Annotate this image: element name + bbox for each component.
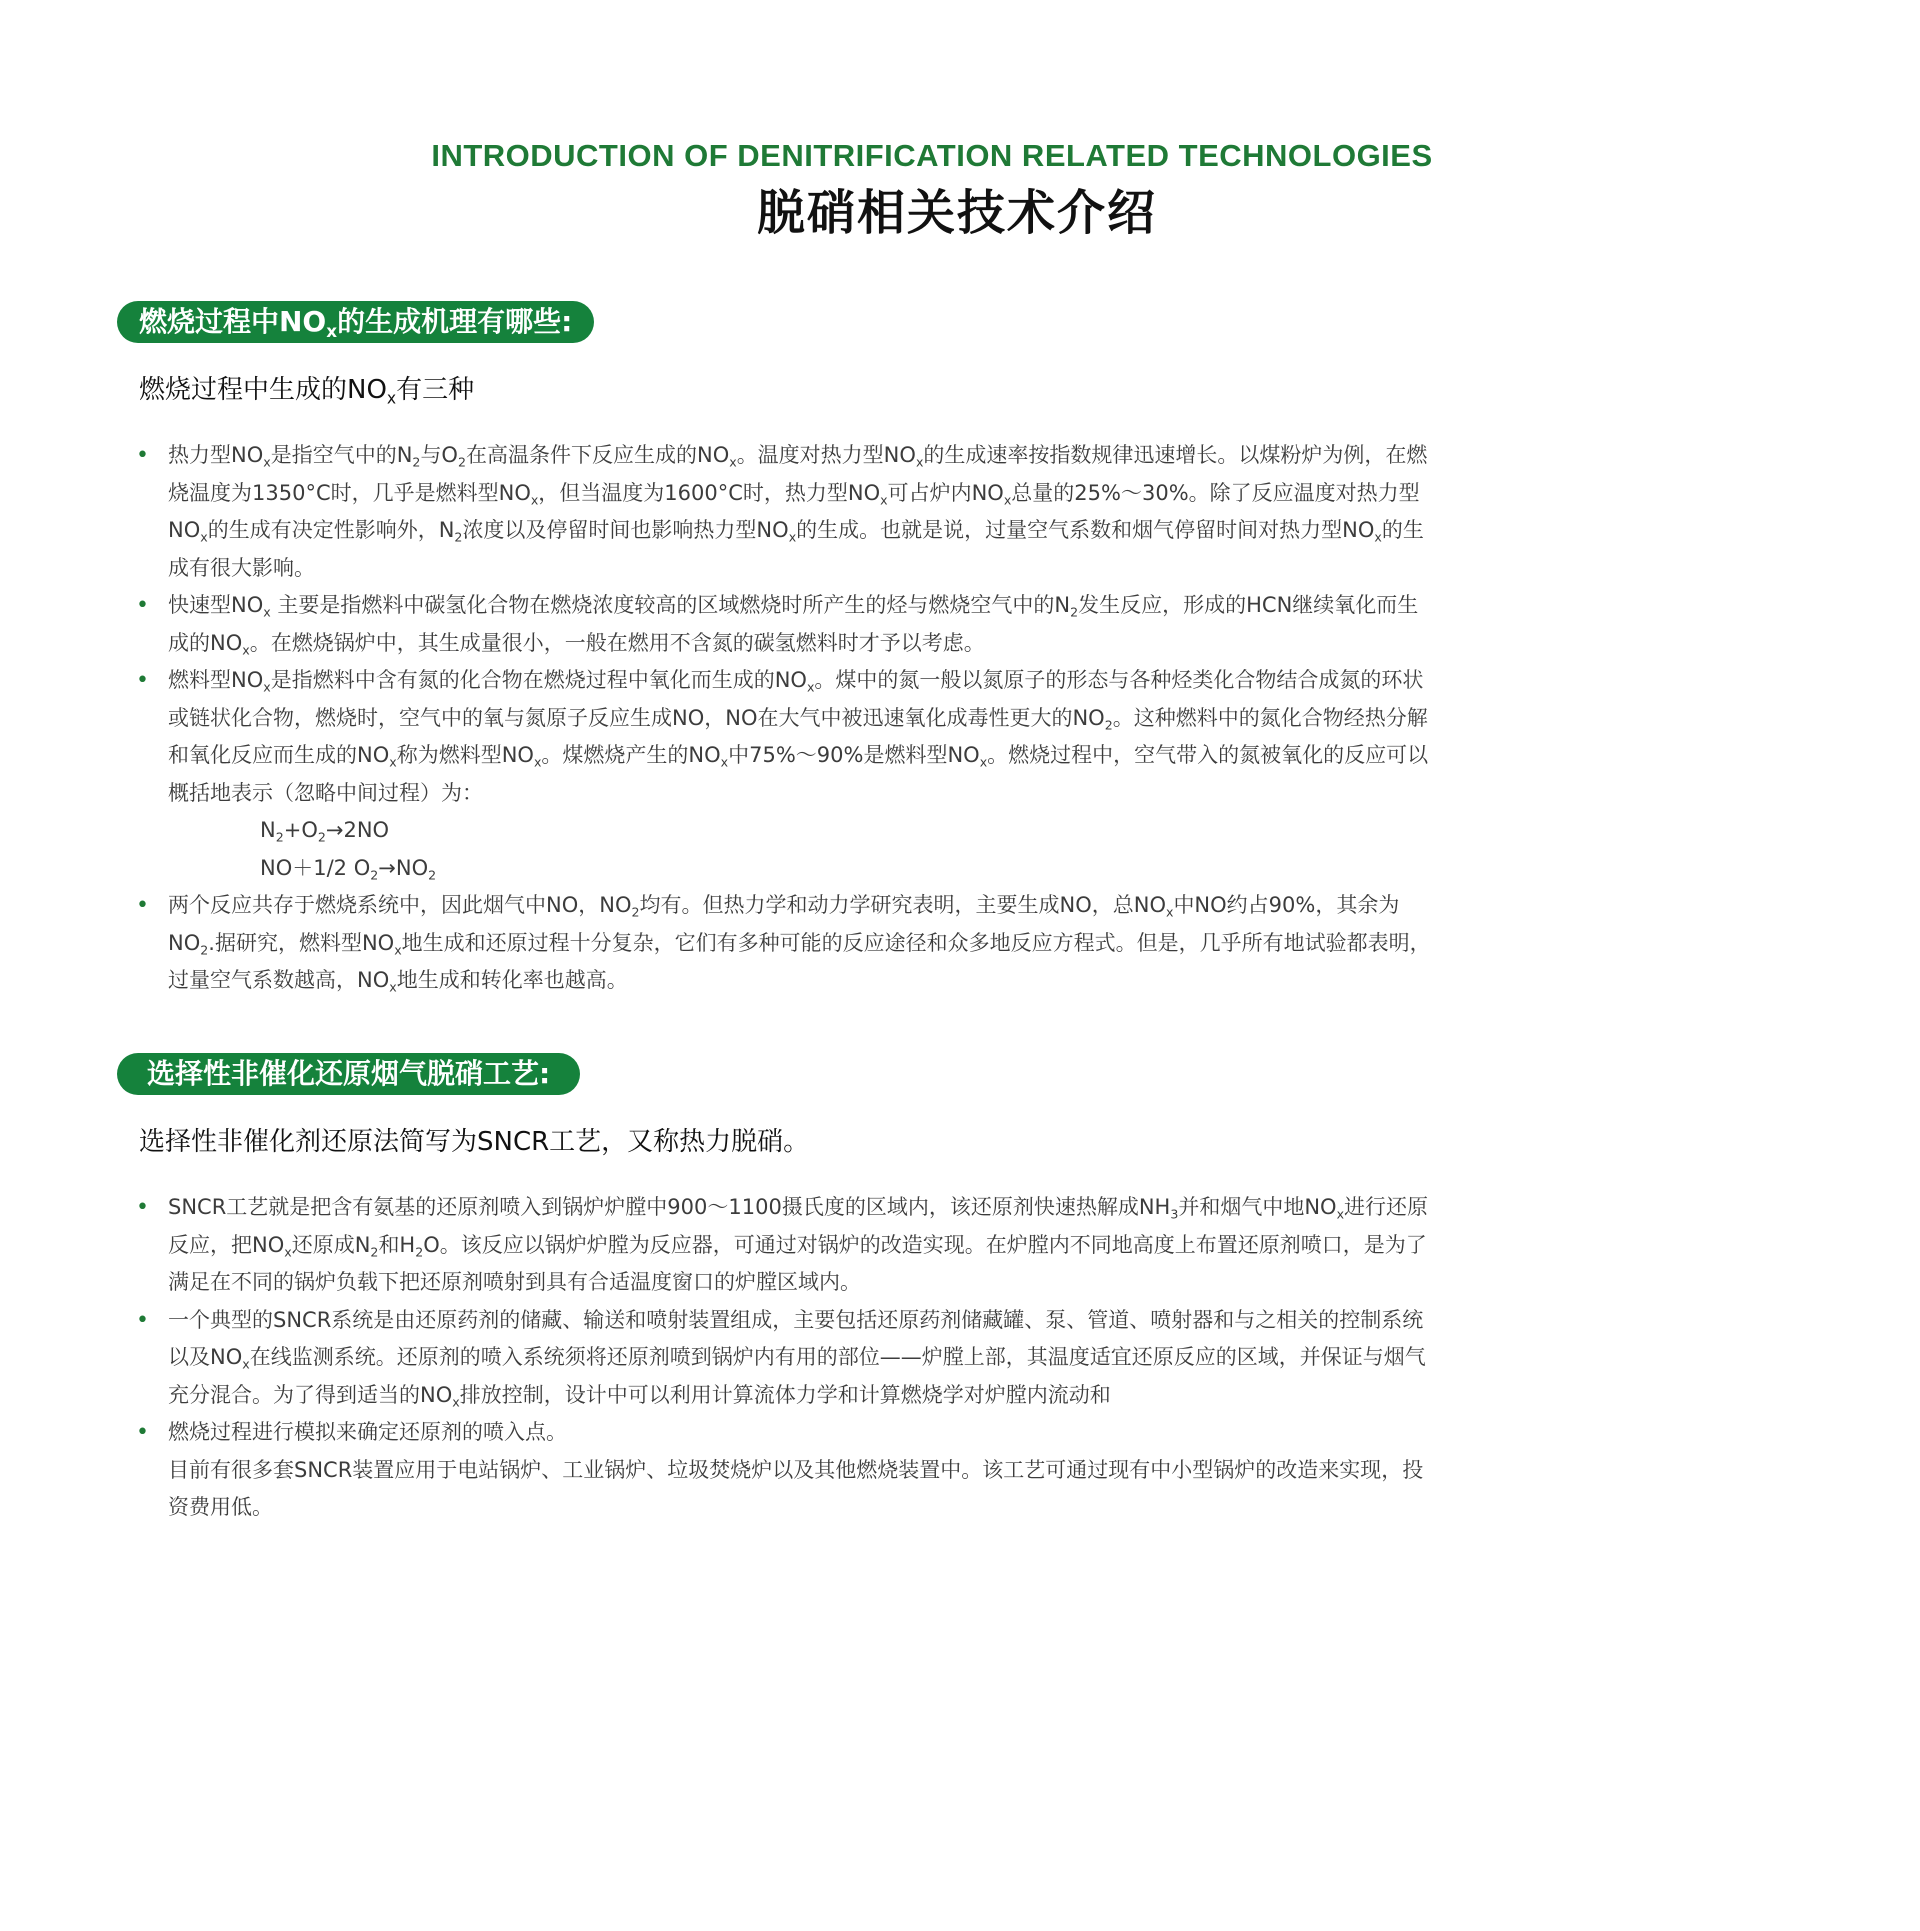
section1-heading-pill xyxy=(117,301,594,343)
page-header xyxy=(0,136,1920,248)
section2-list xyxy=(136,1189,1436,1527)
pill-text: 燃烧过程中NO xyxy=(139,305,327,338)
section2-heading-pill: 选择性非催化还原烟气脱硝工艺: xyxy=(117,1053,580,1095)
subtitle-text: 有三种 xyxy=(396,375,475,405)
list-item: • 燃料型$NO_x$是指燃料中含有氮的化合物在燃烧过程中氧化而生成的$NO_x$。煤中的氮一般以氮原子的形态与各种烃类化合物结合成氮的环状或链状化合物，燃烧时，空气中的氧与氮原子反应生成NO，NO在大气中被迅速氧化成毒性更大的$NO_2$。这种燃料中的氮化合物经热分解和氧化反应而生成的$NO_x$称为燃料型$NO_x$。煤燃烧产生的$NO_x$中75%～90%是燃料型$NO_x$。燃烧过程中，空气带入的氮被氧化的反应可以概括地表示（忽略中间过程）为： $N_2+O_2\to 2NO$ NO＋1/2 $O_2\to NO_2$ xyxy=(136,662,1436,887)
subtitle-sub: x xyxy=(386,389,397,408)
pill-text: 的生成机理有哪些: xyxy=(337,305,573,338)
subtitle-text: 燃烧过程中生成的NO xyxy=(139,375,387,405)
pill-sub: x xyxy=(326,320,338,341)
list-item: • 两个反应共存于燃烧系统中，因此烟气中NO，$NO_2$均有。但热力学和动力学研究表明，主要生成NO，总$NO_x$中NO约占90%，其余为$NO_2$.据研究，燃料型$NO_x$地生成和还原过程十分复杂，它们有多种可能的反应途径和众多地反应方程式。但是，几乎所有地试验都表明，过量空气系数越高，$NO_x$地生成和转化率也越高。 xyxy=(136,887,1436,1000)
list-item: • 热力型$NO_x$是指空气中的$N_2$与$O_2$在高温条件下反应生成的$NO_x$。温度对热力型$NO_x$的生成速率按指数规律迅速增长。以煤粉炉为例，在燃烧温度为1350°C时，几乎是燃料型$NO_x$，但当温度为1600°C时，热力型$NO_x$可占炉内$NO_x$总量的25%～30%。除了反应温度对热力型$NO_x$的生成有决定性影响外，$N_2$浓度以及停留时间也影响热力型$NO_x$的生成。也就是说，过量空气系数和烟气停留时间对热力型$NO_x$的生成有很大影响。 xyxy=(136,437,1436,587)
section1-list xyxy=(136,437,1436,1000)
list-item-continuation: 目前有很多套SNCR装置应用于电站锅炉、工业锅炉、垃圾焚烧炉以及其他燃烧装置中。该工艺可通过现有中小型锅炉的改造来实现，投资费用低。 xyxy=(168,1457,1424,1519)
section1-subtitle xyxy=(139,372,474,408)
equation-1: $N_2+O_2\to 2NO$ xyxy=(260,818,390,845)
list-item: • 一个典型的SNCR系统是由还原药剂的储藏、输送和喷射装置组成，主要包括还原药剂储藏罐、泵、管道、喷射器和与之相关的控制系统以及$NO_x$在线监测系统。还原剂的喷入系统须将还原剂喷到锅炉内有用的部位——炉膛上部，其温度适宜还原反应的区域，并保证与烟气充分混合。为了得到适当的$NO_x$排放控制，设计中可以利用计算流体力学和计算燃烧学对炉膛内流动和 xyxy=(136,1302,1436,1415)
english-title: INTRODUCTION OF DENITRIFICATION RELATED TECHNOLOGIES xyxy=(431,138,1433,173)
list-item: • 燃烧过程进行模拟来确定还原剂的喷入点。 xyxy=(136,1414,1436,1452)
equation-2: NO＋1/2 $O_2\to NO_2$ xyxy=(260,855,437,882)
list-item: • 快速型$NO_x$ 主要是指燃料中碳氢化合物在燃烧浓度较高的区域燃烧时所产生的烃与燃烧空气中的$N_2$发生反应，形成的HCN继续氧化而生成的$NO_x$。在燃烧锅炉中，其生成量很小，一般在燃用不含氮的碳氢燃料时才予以考虑。 xyxy=(136,587,1436,662)
list-item: • SNCR工艺就是把含有氨基的还原剂喷入到锅炉炉膛中900～1100摄氏度的区域内，该还原剂快速热解成$NH_3$并和烟气中地$NO_x$进行还原反应，把$NO_x$还原成$N_2$和$H_2O$。该反应以锅炉炉膛为反应器，可通过对锅炉的改造实现。在炉膛内不同地高度上布置还原剂喷口，是为了满足在不同的锅炉负载下把还原剂喷射到具有合适温度窗口的炉膛区域内。 xyxy=(136,1189,1436,1302)
section2-subtitle: 选择性非催化剂还原法简写为SNCR工艺，又称热力脱硝。 xyxy=(139,1127,810,1157)
chinese-title: 脱硝相关技术介绍 xyxy=(756,185,1157,241)
